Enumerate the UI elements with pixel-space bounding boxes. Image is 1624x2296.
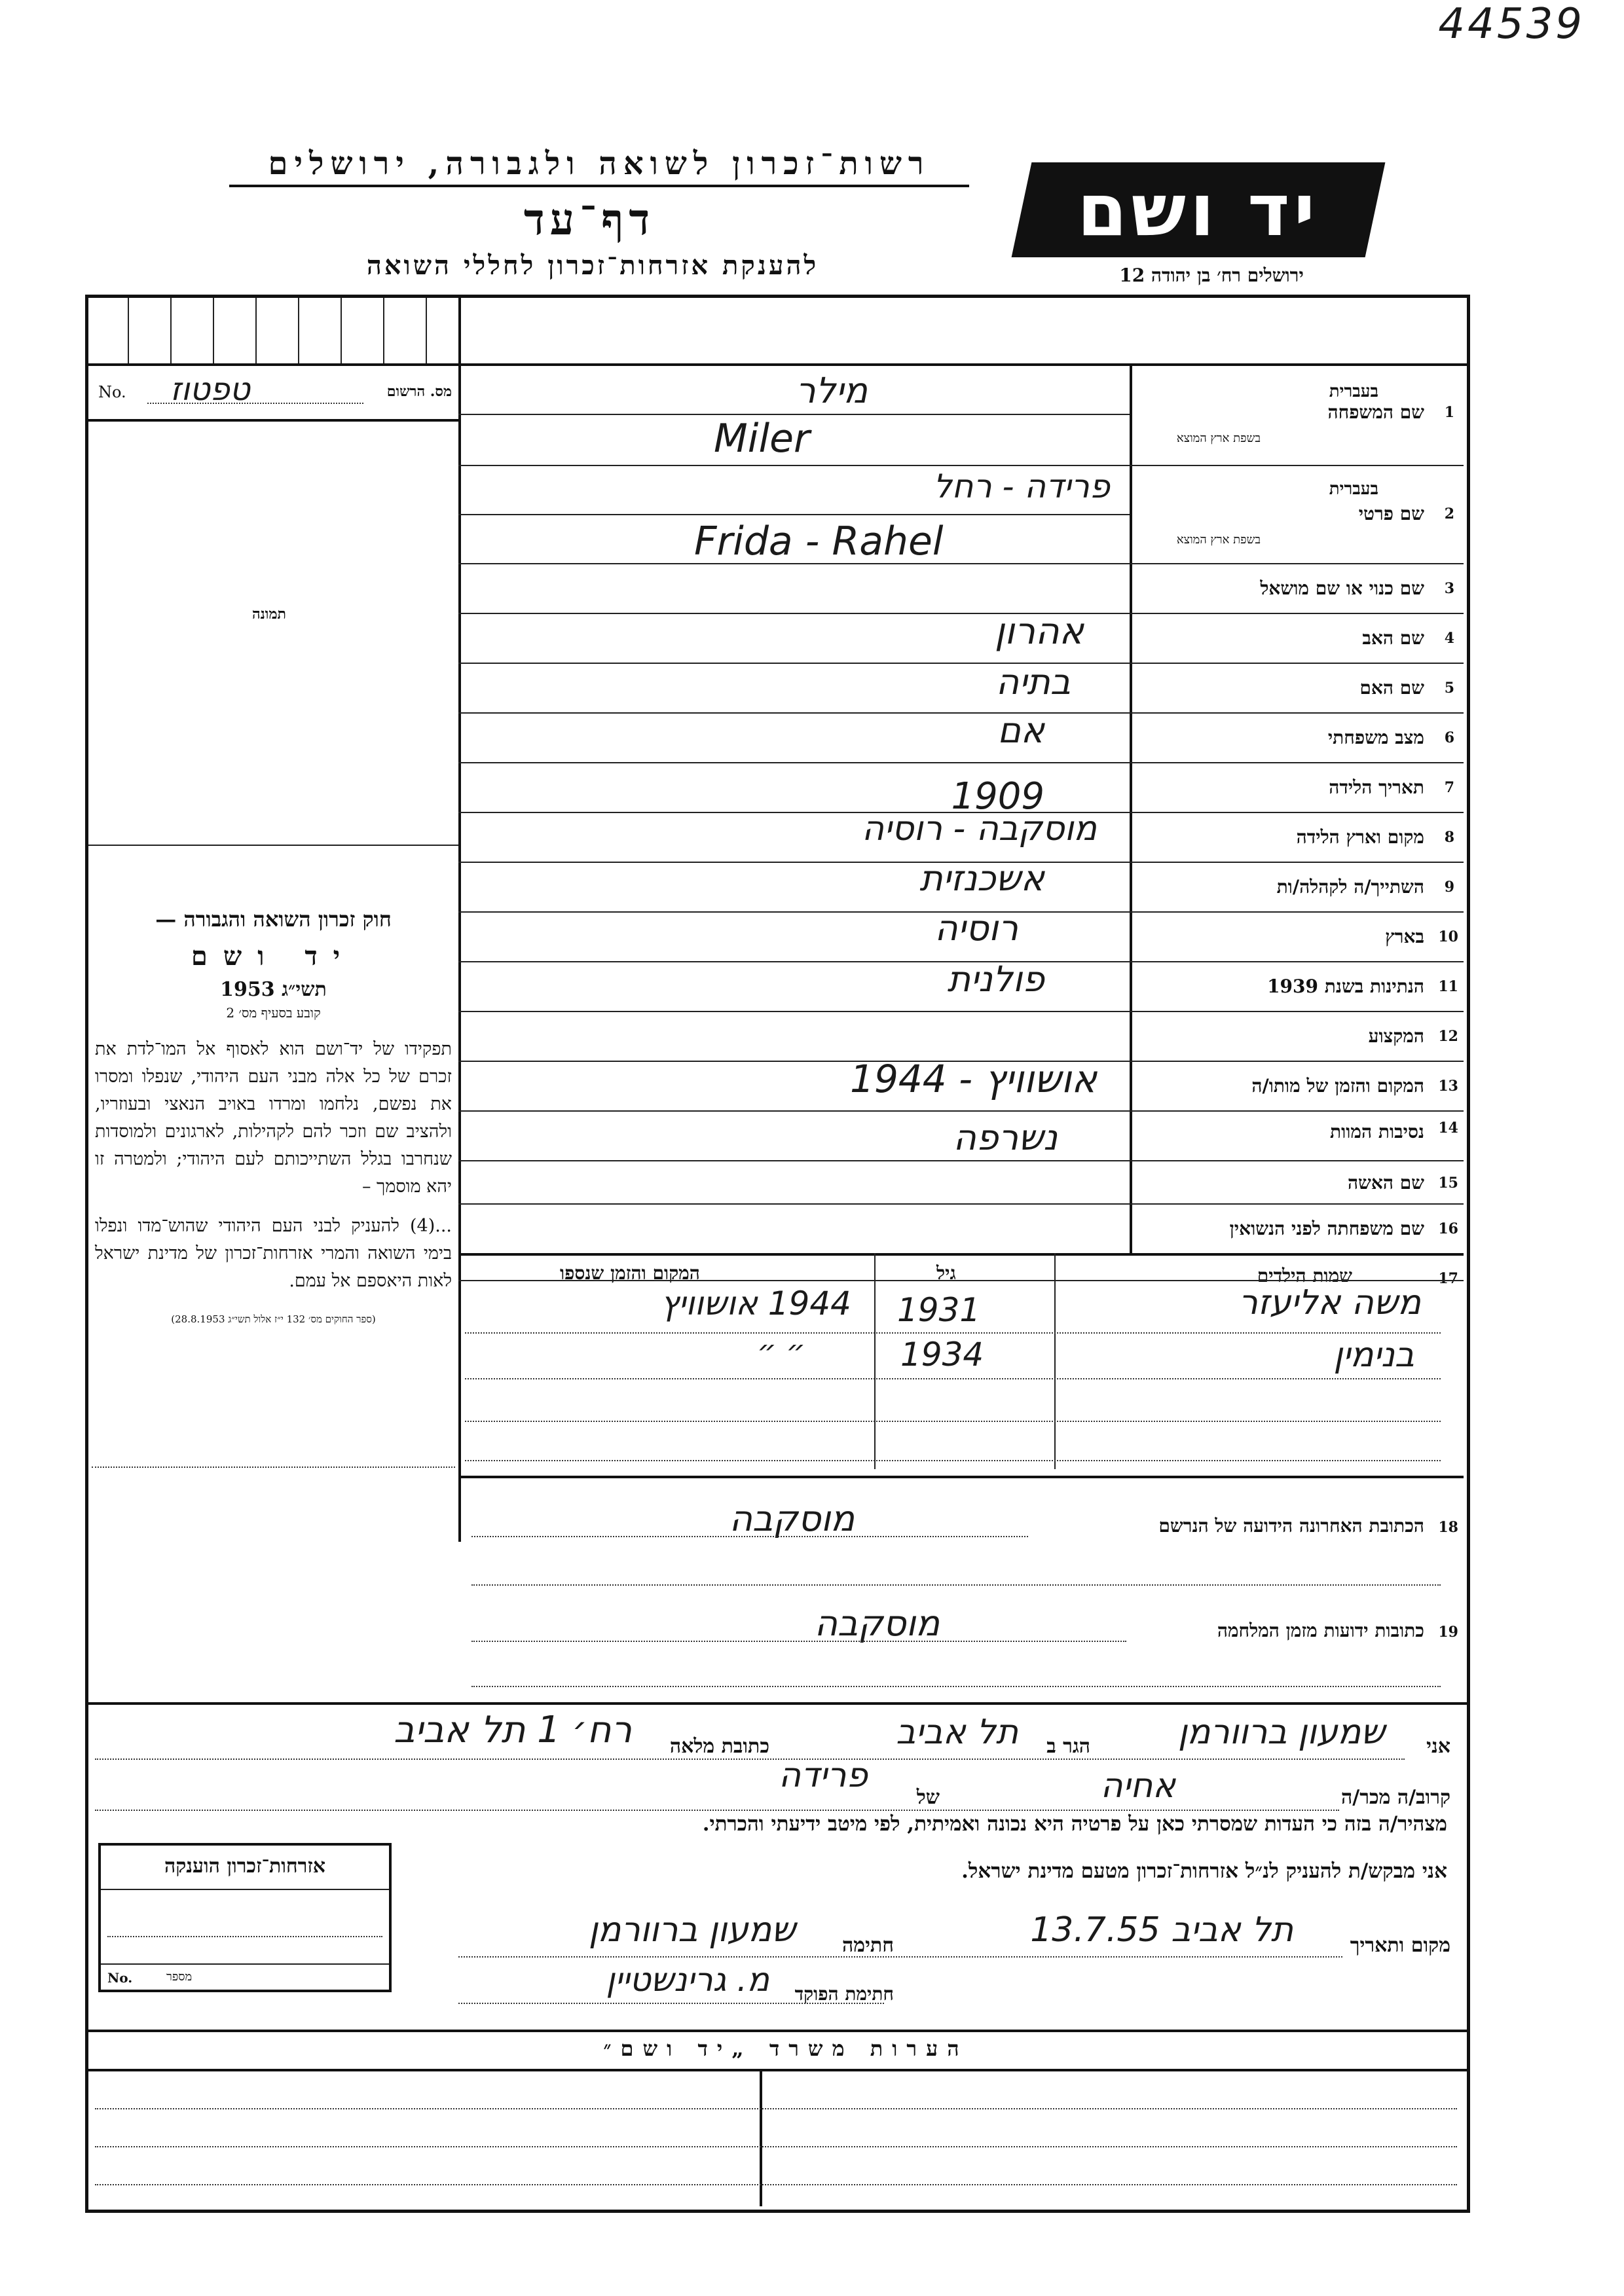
field-2-value-origin: Frida - Rahel (694, 519, 944, 564)
law-title: חוק זכרון השואה והגבורה — (155, 907, 392, 932)
child-2-age: 1934 (900, 1336, 984, 1374)
field-16-row (458, 1203, 1464, 1253)
field-6-label: מצב משפחתי (1327, 727, 1424, 748)
field-5-row (458, 663, 1464, 712)
field-18-label: הכתובת האחרונה הידועה של הנרשם (1158, 1515, 1424, 1537)
declarant-lives-label: הגר ב (1046, 1735, 1090, 1758)
field-15-row (458, 1160, 1464, 1203)
child-1-age: 1931 (897, 1291, 981, 1329)
declarant-ani-label: אני (1426, 1735, 1450, 1758)
declarant-of-label: של (916, 1786, 940, 1809)
declarant-line-1 (95, 1709, 1457, 1761)
field-5-label: שם האם (1359, 677, 1424, 699)
field-19-number: 19 (1438, 1624, 1458, 1641)
field-6-row (458, 712, 1464, 762)
field-13-value: אושוויץ - 1944 (850, 1057, 1097, 1101)
field-3-row (458, 563, 1464, 613)
declarant-of-value: פרידה (779, 1756, 868, 1795)
field-16-label: שם משפחתה לפני הנשואין (1229, 1218, 1424, 1239)
field-14-number: 14 (1438, 1120, 1458, 1137)
field-4-value: אהרון (994, 610, 1084, 653)
field-8-label: מקום וארץ הלידה (1296, 826, 1424, 848)
field-12-label: המקצוע (1368, 1025, 1424, 1047)
law-paragraph-1: תפקידו של יד־ושם הוא לאסוף אל המו־לדת את זכרם של כל אלה מבני העם היהודי, שנפלו ומסרו את נפשם, נלחמו ומרדו באויב הנאצי ובעוזריו, ולהציב שם וזכר להם לקהילות, לארגונים ולמוסדות שנחרבו בגלל השתייכותם לעם היהודי; ולמטרה זו יהא מוסמך – (95, 1039, 452, 1197)
officer-line (458, 1961, 1457, 2007)
field-6-value: אם (997, 710, 1044, 751)
declarant-ani-value: שמעון ברוורמן (1177, 1713, 1385, 1752)
field-3-number: 3 (1444, 580, 1454, 597)
citizenship-number-label: מספר (166, 1970, 193, 1984)
registration-no-prefix: No. (98, 383, 126, 401)
field-18-number: 18 (1438, 1519, 1458, 1536)
field-8-value: מוסקבה - רוסיה (862, 809, 1097, 848)
field-1-sub-hebrew: בעברית (1329, 382, 1378, 401)
field-12-row (458, 1011, 1464, 1061)
field-11-row (458, 958, 1464, 1011)
law-citation: (ספר החוקים מס׳ 132 י״ז אלול תשי״ג 28.8.1953) (171, 1313, 376, 1325)
field-7-label: תאריך הלידה (1329, 776, 1424, 798)
law-clause: קובע בסעיף מס׳ 2 (226, 1005, 321, 1021)
field-4-row (458, 610, 1464, 663)
logo-text: יד ושם (1077, 168, 1320, 252)
children-header-names: שמות הילדים (1257, 1265, 1352, 1286)
field-6-number: 6 (1444, 729, 1454, 746)
field-13-number: 13 (1438, 1078, 1458, 1095)
form-subtitle: להענקת אזרחות־זכרון לחללי השואה (366, 250, 819, 281)
field-2-sub-origin: בשפת ארץ המוצא (1176, 533, 1261, 547)
field-8-row (458, 809, 1464, 862)
declarant-address-label: כתובת מלאה (669, 1735, 769, 1758)
law-paragraph-2: ...(4) להעניק לבני העם היהודי שהוש־מדו ונפלו בימי השואה והמרי אזרחות־זכרון של מדינת ישראל לאות היאספם אל עמם. (95, 1216, 452, 1291)
yad-vashem-logo (1012, 162, 1386, 257)
field-1-number: 1 (1444, 404, 1454, 421)
field-15-label: שם האשה (1347, 1172, 1424, 1194)
field-1-label: שם המשפחה (1327, 401, 1424, 423)
field-9-row (458, 858, 1464, 911)
field-16-number: 16 (1438, 1220, 1458, 1237)
field-7-number: 7 (1444, 779, 1454, 796)
declarant-address-value: רח׳ 1 תל אביב (394, 1709, 632, 1751)
declarant-relative-value: אחיה (1100, 1766, 1175, 1806)
signature-value: שמעון ברוורמן (588, 1910, 796, 1950)
children-number: 17 (1438, 1270, 1458, 1287)
field-19-row (458, 1597, 1464, 1663)
children-header-age: גיל (936, 1262, 956, 1284)
law-year: תשי״ג 1953 (220, 978, 327, 1001)
field-2-sub-hebrew: בעברית (1329, 479, 1378, 499)
field-2-number: 2 (1444, 505, 1454, 522)
field-15-number: 15 (1438, 1175, 1458, 1192)
office-notes-title: הערות משרד „יד ושם״ (603, 2036, 969, 2061)
field-7-row (458, 762, 1464, 818)
field-14-label: נסיבות המוות (1330, 1121, 1424, 1142)
logo-address: ירושלים רח׳ בן יהודה 12 (1119, 264, 1304, 286)
office-notes-divider (760, 2069, 762, 2206)
registration-no-value: טפטוז (170, 371, 250, 408)
field-14-value: נשרפה (953, 1117, 1058, 1158)
field-10-number: 10 (1438, 928, 1458, 945)
field-1-value-origin: Miler (714, 416, 810, 462)
field-1-value-hebrew: מילר (796, 370, 868, 411)
field-2-value-hebrew: פרידה - רחל (933, 467, 1110, 505)
field-8-number: 8 (1444, 829, 1454, 846)
field-11-value: פולנית (947, 958, 1044, 1000)
field-13-label: המקום והזמן של מותו/ה (1251, 1075, 1424, 1097)
citizenship-no-label: No. (107, 1970, 133, 1986)
field-18-value: מוסקבה (729, 1498, 855, 1539)
field-5-value: בתיה (995, 661, 1071, 702)
signature-line (458, 1905, 1457, 1958)
field-1-sub-origin: בשפת ארץ המוצא (1176, 431, 1261, 445)
declaration-text: מצהיר/ה בזה כי העדות שמסרתי כאן על פרטיה היא נכונה ואמיתית, לפי מיטב ידיעתי והכרתי. (702, 1812, 1447, 1836)
field-10-value: רוסיה (934, 907, 1018, 949)
archive-stamp-number: 44539 (1438, 0, 1585, 48)
declarant-relative-label: קרוב/ה מכר/ה (1341, 1786, 1450, 1809)
law-box (95, 907, 452, 1326)
field-5-number: 5 (1444, 680, 1454, 697)
child-2-place: ״ ״ (757, 1333, 805, 1368)
place-date-value: תל אביב 13.7.55 (1030, 1910, 1293, 1950)
citizenship-box-title: אזרחות־זכרון הוענקה (164, 1855, 326, 1878)
field-9-number: 9 (1444, 879, 1454, 896)
field-10-row (458, 907, 1464, 961)
declarant-lives-value: תל אביב (896, 1713, 1018, 1752)
law-name: יד ושם (191, 941, 356, 972)
field-7-value: 1909 (951, 775, 1044, 818)
registration-no (95, 371, 455, 409)
declaration-divider (88, 1702, 1467, 1705)
declarant-line-2 (95, 1756, 1457, 1813)
officer-label: חתימת הפוקד (794, 1983, 894, 2005)
field-11-label: הנתינות בשנת 1939 (1267, 975, 1424, 997)
field-19-label: כתובות ידועות מזמן המלחמה (1217, 1620, 1424, 1641)
field-18-row (458, 1493, 1464, 1558)
child-1-place: 1944 אושוויץ (660, 1285, 851, 1322)
tick-boxes (88, 298, 458, 363)
field-10-label: בארץ (1385, 926, 1424, 947)
child-2-name: בנימין (1333, 1336, 1414, 1375)
registration-no-label: מס. הרשום (386, 383, 452, 400)
field-4-label: שם האב (1362, 627, 1424, 649)
field-11-number: 11 (1438, 978, 1458, 995)
field-9-label: השתייך/ה לקהלה/ות (1276, 876, 1424, 898)
officer-value: מ. גרינשטיין (606, 1961, 769, 1999)
field-19-value: מוסקבה (814, 1603, 940, 1644)
child-1-name: משה אליעזר (1238, 1283, 1421, 1322)
request-text: אני מבקש/ת להעניק לנ״ל אזרחות־זכרון מטעם מדינת ישראל. (961, 1859, 1447, 1883)
field-3-label: שם כנוי או שם מושאל (1260, 577, 1424, 599)
form-title: דף־עד (523, 194, 655, 245)
children-header-place: המקום והזמן שנספו (560, 1262, 700, 1284)
field-13-row (458, 1057, 1464, 1110)
authority-title: רשות־זכרון לשואה ולגבורה, ירושלים (229, 145, 969, 187)
field-12-number: 12 (1438, 1028, 1458, 1045)
photo-label: תמונה (252, 606, 286, 623)
field-2-label: שם פרטי (1358, 503, 1424, 524)
field-14-row (458, 1110, 1464, 1160)
field-4-number: 4 (1444, 630, 1454, 647)
citizenship-box (98, 1843, 392, 1992)
signature-label: חתימה (842, 1934, 894, 1957)
place-date-label: מקום ותאריך (1350, 1934, 1450, 1957)
field-9-value: אשכנזית (919, 858, 1044, 899)
